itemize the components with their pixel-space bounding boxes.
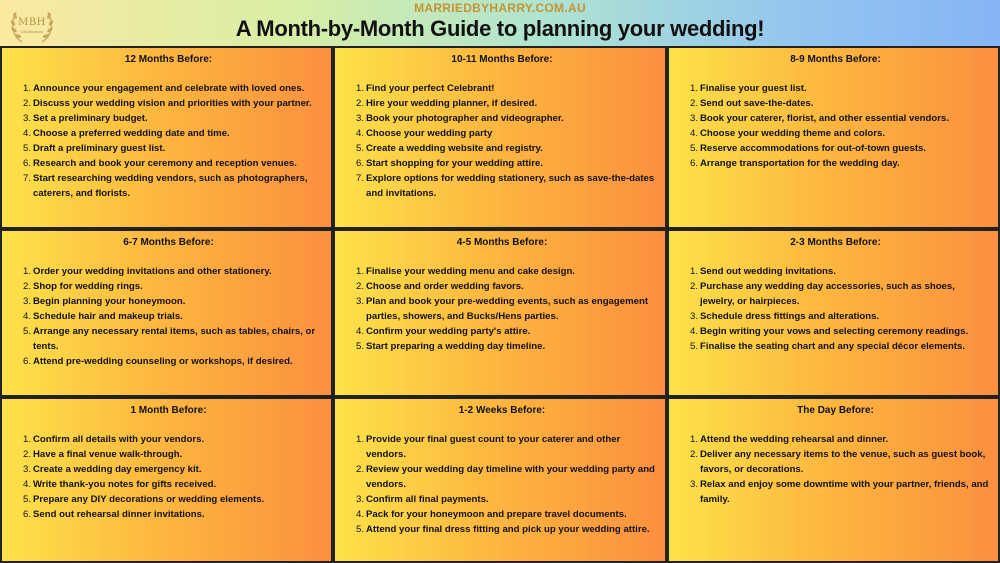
item-number: 3. <box>23 296 32 307</box>
item-number: 1. <box>356 266 365 277</box>
checklist <box>679 264 992 354</box>
item-number: 1. <box>356 83 365 94</box>
item-text: Finalise your guest list. <box>700 83 807 94</box>
item-number: 5. <box>23 143 32 154</box>
item-text: Confirm your wedding party's attire. <box>366 326 531 337</box>
checklist-item <box>23 279 325 294</box>
logo-letters: MBH <box>18 17 46 28</box>
item-text: Start shopping for your wedding attire. <box>366 158 543 169</box>
checklist-item <box>690 477 992 507</box>
item-number: 6. <box>23 509 32 520</box>
item-number: 4. <box>23 128 32 139</box>
item-text: Confirm all details with your vendors. <box>33 434 205 445</box>
checklist-item <box>23 507 325 522</box>
item-text: Deliver any necessary items to the venue, such as guest book, favors, or decorations. <box>700 449 986 475</box>
item-number: 2. <box>690 281 699 292</box>
checklist-item <box>690 141 992 156</box>
item-text: Find your perfect Celebrant! <box>366 83 495 94</box>
checklist-item <box>690 339 992 354</box>
item-text: Attend the wedding rehearsal and dinner. <box>700 434 889 445</box>
section-title: 8-9 Months Before: <box>790 54 881 65</box>
section-card <box>333 46 667 229</box>
section-card <box>0 397 333 563</box>
checklist-item <box>356 339 659 354</box>
logo-tagline: Celebrations <box>20 30 44 34</box>
item-number: 3. <box>23 113 32 124</box>
item-number: 4. <box>356 326 365 337</box>
checklist-item <box>23 264 325 279</box>
item-text: Research and book your ceremony and reception venues. <box>33 158 297 169</box>
item-text: Choose a preferred wedding date and time. <box>33 128 230 139</box>
checklist <box>12 264 325 369</box>
checklist-item <box>690 156 992 171</box>
item-number: 1. <box>23 83 32 94</box>
item-number: 4. <box>356 509 365 520</box>
item-text: Finalise your wedding menu and cake design. <box>366 266 575 277</box>
checklist-item <box>23 462 325 477</box>
section-title: 4-5 Months Before: <box>456 237 548 248</box>
checklist-item <box>690 309 992 324</box>
item-text: Draft a preliminary guest list. <box>33 143 166 154</box>
section-card <box>667 397 1000 563</box>
item-text: Send out rehearsal dinner invitations. <box>33 509 205 520</box>
item-number: 3. <box>690 113 699 124</box>
item-text: Attend your final dress fitting and pick up your wedding attire. <box>366 524 650 535</box>
item-text: Provide your final guest count to your caterer and other vendors. <box>366 434 621 460</box>
checklist-item <box>23 81 325 96</box>
item-text: Schedule hair and makeup trials. <box>33 311 183 322</box>
item-text: Start preparing a wedding day timeline. <box>366 341 546 352</box>
checklist-item <box>23 96 325 111</box>
item-text: Finalise the seating chart and any special décor elements. <box>700 341 965 352</box>
item-text: Create a wedding website and registry. <box>366 143 543 154</box>
checklist-item <box>23 156 325 171</box>
item-text: Reserve accommodations for out-of-town guests. <box>700 143 927 154</box>
item-text: Begin planning your honeymoon. <box>33 296 186 307</box>
checklist-item <box>356 141 659 156</box>
checklist-item <box>23 126 325 141</box>
checklist-item <box>23 309 325 324</box>
item-text: Shop for wedding rings. <box>33 281 143 292</box>
checklist <box>345 264 659 354</box>
item-number: 3. <box>356 113 365 124</box>
item-text: Have a final venue walk-through. <box>33 449 183 460</box>
item-text: Review your wedding day timeline with your wedding party and vendors. <box>366 464 655 490</box>
item-number: 5. <box>23 494 32 505</box>
section-title: The Day Before: <box>797 405 874 416</box>
item-text: Discuss your wedding vision and priorities with your partner. <box>33 98 312 109</box>
item-text: Write thank-you notes for gifts received. <box>33 479 217 490</box>
item-text: Begin writing your vows and selecting ceremony readings. <box>700 326 969 337</box>
item-text: Choose and order wedding favors. <box>366 281 524 292</box>
item-text: Schedule dress fittings and alterations. <box>700 311 880 322</box>
section-title: 6-7 Months Before: <box>123 237 214 248</box>
checklist-item <box>356 432 659 462</box>
section-title: 10-11 Months Before: <box>451 54 553 65</box>
item-number: 4. <box>690 128 699 139</box>
item-number: 5. <box>690 143 699 154</box>
item-text: Confirm all final payments. <box>366 494 489 505</box>
item-number: 2. <box>23 281 32 292</box>
section-card <box>667 229 1000 397</box>
item-number: 6. <box>23 158 32 169</box>
item-text: Announce your engagement and celebrate with loved ones. <box>33 83 305 94</box>
item-number: 2. <box>690 98 699 109</box>
checklist-item <box>356 294 659 324</box>
checklist-item <box>356 492 659 507</box>
section-card <box>0 46 333 229</box>
checklist-item <box>690 111 992 126</box>
item-number: 1. <box>23 434 32 445</box>
checklist <box>679 81 992 171</box>
item-number: 3. <box>356 296 365 307</box>
item-number: 1. <box>690 266 699 277</box>
checklist-item <box>23 141 325 156</box>
section-card <box>667 46 1000 229</box>
item-text: Relax and enjoy some downtime with your partner, friends, and family. <box>700 479 989 505</box>
site-url[interactable]: MARRIEDBYHARRY.COM.AU <box>414 1 586 15</box>
item-number: 1. <box>690 434 699 445</box>
item-number: 6. <box>356 158 365 169</box>
checklist-item <box>356 111 659 126</box>
item-number: 2. <box>23 98 32 109</box>
item-text: Choose your wedding theme and colors. <box>700 128 885 139</box>
checklist-item <box>23 111 325 126</box>
item-text: Purchase any wedding day accessories, such as shoes, jewelry, or hairpieces. <box>700 281 955 307</box>
item-number: 4. <box>23 479 32 490</box>
item-number: 2. <box>356 464 365 475</box>
checklist-item <box>23 324 325 354</box>
item-text: Pack for your honeymoon and prepare travel documents. <box>366 509 627 520</box>
item-number: 1. <box>23 266 32 277</box>
checklist <box>12 81 325 201</box>
section-card <box>333 229 667 397</box>
item-text: Start researching wedding vendors, such as photographers, caterers, and florists. <box>33 173 308 199</box>
checklist-item <box>356 462 659 492</box>
item-number: 7. <box>356 173 365 184</box>
item-text: Send out save-the-dates. <box>700 98 814 109</box>
checklist-item <box>690 81 992 96</box>
item-number: 5. <box>356 143 365 154</box>
item-number: 2. <box>356 98 365 109</box>
item-number: 3. <box>690 311 699 322</box>
checklist-item <box>23 432 325 447</box>
item-number: 5. <box>690 341 699 352</box>
item-text: Book your photographer and videographer. <box>366 113 564 124</box>
checklist-item <box>356 81 659 96</box>
item-text: Set a preliminary budget. <box>33 113 148 124</box>
item-number: 3. <box>690 479 699 490</box>
checklist-item <box>23 492 325 507</box>
item-text: Order your wedding invitations and other stationery. <box>33 266 272 277</box>
item-number: 6. <box>690 158 699 169</box>
checklist-item <box>356 171 659 201</box>
checklist-item <box>356 324 659 339</box>
item-text: Explore options for wedding stationery, such as save-the-dates and invitations. <box>366 173 655 199</box>
item-number: 5. <box>356 524 365 535</box>
item-number: 2. <box>23 449 32 460</box>
item-number: 3. <box>23 464 32 475</box>
item-number: 3. <box>356 494 365 505</box>
checklist-item <box>23 294 325 309</box>
checklist-item <box>356 279 659 294</box>
item-text: Plan and book your pre-wedding events, such as engagement parties, showers, and Bucks/Hens parties. <box>366 296 649 322</box>
checklist-item <box>356 507 659 522</box>
timeline-grid <box>0 46 1000 563</box>
item-number: 4. <box>23 311 32 322</box>
item-number: 2. <box>356 281 365 292</box>
section-title: 2-3 Months Before: <box>790 237 881 248</box>
item-number: 5. <box>356 341 365 352</box>
item-number: 2. <box>690 449 699 460</box>
section-title: 12 Months Before: <box>124 54 213 65</box>
item-text: Create a wedding day emergency kit. <box>33 464 202 475</box>
checklist-item <box>356 156 659 171</box>
checklist-item <box>690 126 992 141</box>
item-text: Attend pre-wedding counseling or workshops, if desired. <box>33 356 293 367</box>
section-title: 1 Month Before: <box>130 405 207 416</box>
checklist <box>679 432 992 507</box>
item-number: 1. <box>356 434 365 445</box>
checklist-item <box>690 447 992 477</box>
page-title: A Month-by-Month Guide to planning your wedding! <box>235 16 765 41</box>
checklist-item <box>690 324 992 339</box>
checklist-item <box>356 522 659 537</box>
checklist-item <box>690 264 992 279</box>
section-card <box>0 229 333 397</box>
item-text: Choose your wedding party <box>366 128 493 139</box>
checklist <box>345 81 659 201</box>
checklist-item <box>690 279 992 309</box>
checklist-item <box>356 264 659 279</box>
item-text: Arrange transportation for the wedding day. <box>700 158 900 169</box>
section-title: 1-2 Weeks Before: <box>458 405 546 416</box>
checklist-item <box>356 96 659 111</box>
item-text: Prepare any DIY decorations or wedding elements. <box>33 494 265 505</box>
item-number: 4. <box>356 128 365 139</box>
item-number: 6. <box>23 356 32 367</box>
item-number: 1. <box>690 83 699 94</box>
section-card <box>333 397 667 563</box>
item-text: Arrange any necessary rental items, such as tables, chairs, or tents. <box>33 326 316 352</box>
checklist-item <box>23 171 325 201</box>
checklist <box>12 432 325 522</box>
item-text: Hire your wedding planner, if desired. <box>366 98 538 109</box>
checklist-item <box>690 96 992 111</box>
item-text: Book your caterer, florist, and other essential vendors. <box>700 113 949 124</box>
checklist-item <box>690 432 992 447</box>
checklist-item <box>356 126 659 141</box>
item-number: 5. <box>23 326 32 337</box>
checklist-item <box>23 354 325 369</box>
checklist-item <box>23 477 325 492</box>
checklist <box>345 432 659 537</box>
item-text: Send out wedding invitations. <box>700 266 836 277</box>
checklist-item <box>23 447 325 462</box>
item-number: 7. <box>23 173 32 184</box>
item-number: 4. <box>690 326 699 337</box>
